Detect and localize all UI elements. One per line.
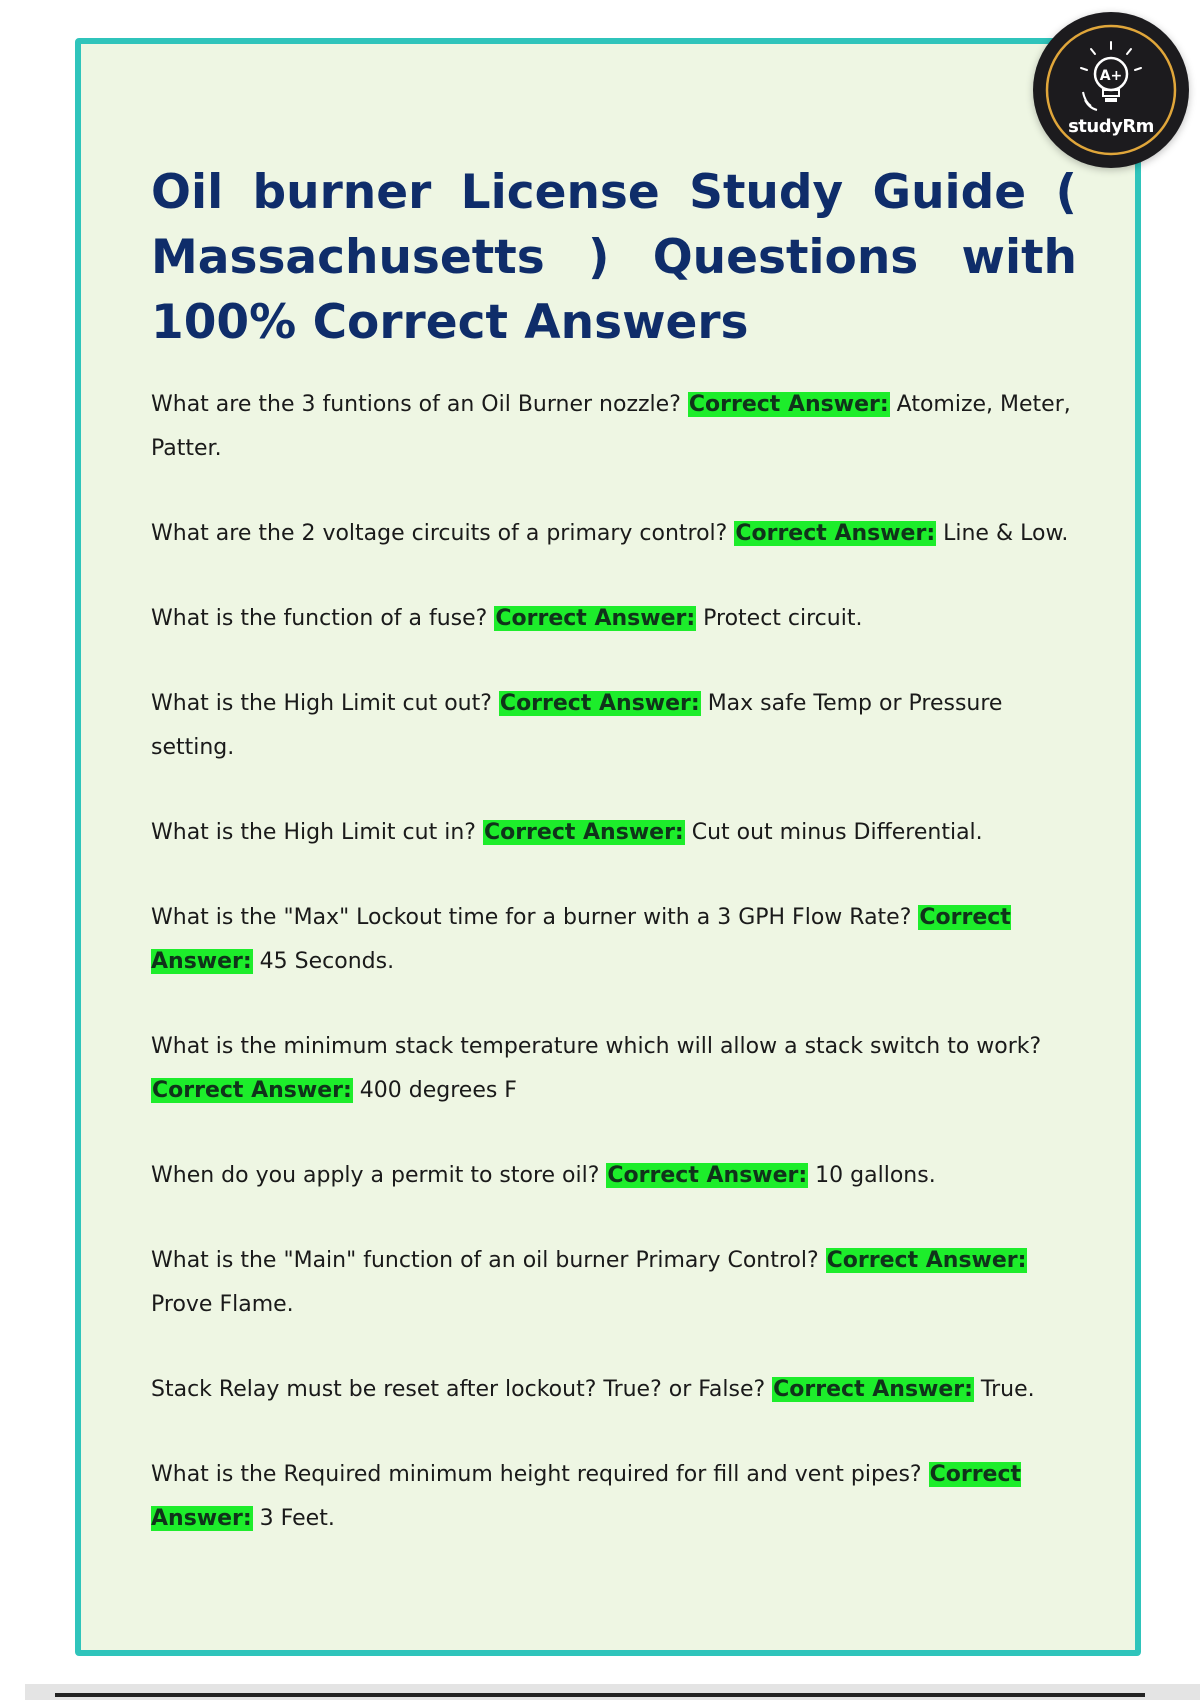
question-text: What is the function of a fuse? [151,606,495,631]
question-text: When do you apply a permit to store oil? [151,1163,607,1188]
qa-item [151,1025,1077,1113]
logo-badge-text: A+ [1099,68,1123,84]
studyrm-logo [1033,12,1189,168]
question-text: What are the 3 funtions of an Oil Burner nozzle? [151,392,688,417]
answer-text: Atomize, Meter, Patter. [151,392,1071,461]
lightbulb-icon [1033,12,1189,168]
document-page [75,38,1141,1656]
qa-item [151,383,1077,471]
question-text: What is the High Limit cut out? [151,691,499,716]
correct-answer-label: Correct Answer: [826,1248,1027,1273]
answer-text: 45 Seconds. [252,949,395,974]
answer-text: Cut out minus Differential. [684,820,983,845]
question-text: What are the 2 voltage circuits of a primary control? [151,521,735,546]
correct-answer-label: Correct Answer: [688,392,889,417]
correct-answer-label: Correct Answer: [151,1462,1022,1531]
qa-item [151,1239,1077,1327]
question-text: What is the "Max" Lockout time for a burner with a 3 GPH Flow Rate? [151,905,919,930]
question-text: What is the High Limit cut in? [151,820,483,845]
document-content [151,160,1077,1582]
qa-item [151,512,1077,556]
document-title: Oil burner License Study Guide ( Massachusetts ) Questions with 100% Correct Answers [151,165,1077,350]
correct-answer-label: Correct Answer: [773,1377,973,1402]
qa-item [151,811,1077,855]
correct-answer-label: Correct Answer: [607,1163,808,1188]
correct-answer-label: Correct Answer: [152,1078,352,1103]
correct-answer-label: Correct Answer: [499,691,700,716]
answer-text: True. [973,1377,1035,1402]
question-text: What is the "Main" function of an oil burner Primary Control? [151,1248,826,1273]
qa-item [151,896,1077,984]
answer-text: 3 Feet. [252,1506,335,1531]
page-bottom-rule [55,1693,1145,1697]
logo-text: studyRm [1068,116,1154,137]
qa-item [151,1368,1077,1412]
answer-text: Protect circuit. [696,606,863,631]
qa-item [151,1154,1077,1198]
question-text: Stack Relay must be reset after lockout? True? or False? [151,1377,773,1402]
answer-text: Max safe Temp or Pressure setting. [151,691,1003,760]
page-bottom-shadow [25,1684,1200,1700]
qa-item [151,682,1077,770]
answer-text: 400 degrees F [352,1078,517,1103]
correct-answer-label: Correct Answer: [483,820,684,845]
answer-text: Line & Low. [936,521,1069,546]
answer-text: 10 gallons. [808,1163,936,1188]
qa-item [151,597,1077,641]
correct-answer-label: Correct Answer: [151,905,1011,974]
question-text: What is the Required minimum height required for fill and vent pipes? [151,1462,929,1487]
correct-answer-label: Correct Answer: [735,521,936,546]
correct-answer-label: Correct Answer: [495,606,696,631]
question-text: What is the minimum stack temperature which will allow a stack switch to work? [151,1034,1042,1059]
answer-text: Prove Flame. [151,1292,294,1317]
qa-item [151,1453,1077,1541]
